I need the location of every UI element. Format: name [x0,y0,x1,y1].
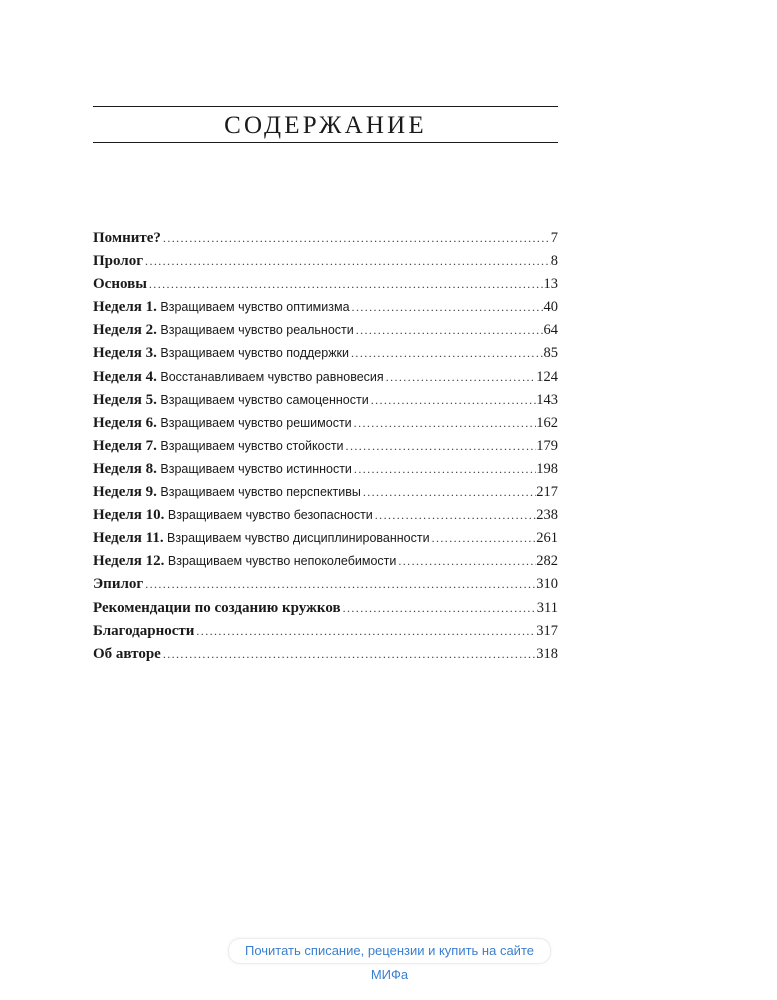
page-number: 8 [550,253,558,270]
toc-entry [93,458,558,481]
toc-entry-title [93,227,161,250]
dot-leader [161,643,536,666]
dot-leader [143,573,536,596]
toc-entry-label: Неделя 5. [93,391,157,408]
page-number: 217 [536,484,558,501]
table-of-contents [93,227,558,666]
dot-leader [361,481,536,504]
dot-leader [396,550,536,573]
toc-entry-label: Пролог [93,253,144,270]
toc-entry-title [93,481,361,504]
toc-entry-label: Неделя 9. [93,484,157,501]
toc-heading: СОДЕРЖАНИЕ [224,112,427,139]
toc-entry-title [93,296,350,319]
toc-entry-label: Неделя 11. [93,530,164,547]
toc-entry-subtitle: Восстанавливаем чувство равновесия [156,369,384,384]
toc-entry-label: Основы [93,276,147,293]
dot-leader [341,597,537,620]
toc-entry-title [93,550,396,573]
page-number: 13 [543,276,558,293]
toc-entry-label: Неделя 7. [93,437,157,454]
page-number: 85 [543,345,558,362]
toc-entry [93,527,558,550]
dot-leader [350,296,544,319]
toc-entry-title [93,342,349,365]
toc-entry [93,620,558,643]
dot-leader [352,412,537,435]
toc-entry-label: Неделя 1. [93,299,157,316]
toc-entry-label: Неделя 4. [93,368,157,385]
toc-entry [93,643,558,666]
toc-entry [93,296,558,319]
toc-entry-subtitle: Взращиваем чувство дисциплинированности [163,531,430,546]
toc-entry-title [93,435,344,458]
toc-entry-subtitle: Взращиваем чувство истинности [156,461,352,476]
page-number: 64 [543,322,558,339]
dot-leader [352,458,536,481]
toc-entry-title [93,527,430,550]
toc-entry [93,550,558,573]
page-number: 40 [543,299,558,316]
page-number: 198 [536,460,558,477]
toc-entry-label: Неделя 12. [93,553,165,570]
page-number: 143 [536,391,558,408]
page-number: 124 [536,368,558,385]
heading-rule-bottom [93,142,558,143]
toc-entry-label: Неделя 10. [93,507,165,524]
toc-entry [93,366,558,389]
toc-entry-subtitle: Взращиваем чувство безопасности [164,508,373,523]
toc-entry-subtitle: Взращиваем чувство самоценности [156,392,369,407]
dot-leader [194,620,536,643]
toc-entry-label: Неделя 3. [93,345,157,362]
toc-entry-label: Рекомендации по созданию кружков [93,599,341,616]
toc-entry-title [93,389,369,412]
toc-entry [93,389,558,412]
toc-entry-title [93,250,143,273]
toc-entry [93,342,558,365]
toc-entry-subtitle: Взращиваем чувство оптимизма [156,300,350,315]
dot-leader [147,273,544,296]
page-number: 162 [536,414,558,431]
toc-entry-label: Благодарности [93,622,195,639]
toc-entry [93,412,558,435]
dot-leader [354,319,544,342]
toc-entry [93,504,558,527]
toc-entry [93,273,558,296]
page-number: 318 [536,645,558,662]
toc-entry-title [93,643,161,666]
store-link[interactable]: Почитать списание, рецензии и купить на сайте МИФа [228,938,551,964]
toc-entry-label: Эпилог [93,576,144,593]
toc-entry-title [93,573,143,596]
dot-leader [344,435,537,458]
heading-rule-top [93,106,558,107]
dot-leader [349,342,543,365]
toc-entry-title [93,412,352,435]
toc-entry-subtitle: Взращиваем чувство поддержки [156,346,350,361]
toc-entry-subtitle: Взращиваем чувство перспективы [156,485,361,500]
toc-entry-subtitle: Взращиваем чувство стойкости [156,438,344,453]
toc-entry-title [93,273,147,296]
page-number: 282 [536,553,558,570]
dot-leader [143,250,551,273]
page-number: 311 [536,599,558,616]
dot-leader [161,227,551,250]
toc-entry-title [93,366,384,389]
toc-entry-title [93,319,354,342]
toc-entry-subtitle: Взращиваем чувство непоколебимости [164,554,397,569]
dot-leader [373,504,536,527]
page-number: 7 [550,230,558,246]
page-number: 261 [536,530,558,547]
toc-entry-subtitle: Взращиваем чувство реальности [156,323,354,338]
toc-entry-label: Неделя 2. [93,322,157,339]
page-number: 238 [536,507,558,524]
toc-entry [93,227,558,250]
page-number: 310 [536,576,558,593]
toc-entry [93,319,558,342]
toc-entry-label: Помните? [93,230,161,246]
toc-entry [93,481,558,504]
dot-leader [369,389,537,412]
page-number: 179 [536,437,558,454]
toc-entry [93,573,558,596]
toc-entry [93,435,558,458]
dot-leader [384,366,537,389]
toc-entry [93,250,558,273]
toc-entry-title [93,458,352,481]
toc-entry-title [93,504,373,527]
toc-entry-label: Неделя 6. [93,414,157,431]
page-number: 317 [536,622,558,639]
toc-entry-title [93,620,194,643]
toc-entry-title [93,597,341,620]
toc-entry-label: Об авторе [93,645,161,662]
toc-entry [93,597,558,620]
toc-entry-subtitle: Взращиваем чувство решимости [156,415,352,430]
dot-leader [430,527,537,550]
toc-entry-label: Неделя 8. [93,460,157,477]
